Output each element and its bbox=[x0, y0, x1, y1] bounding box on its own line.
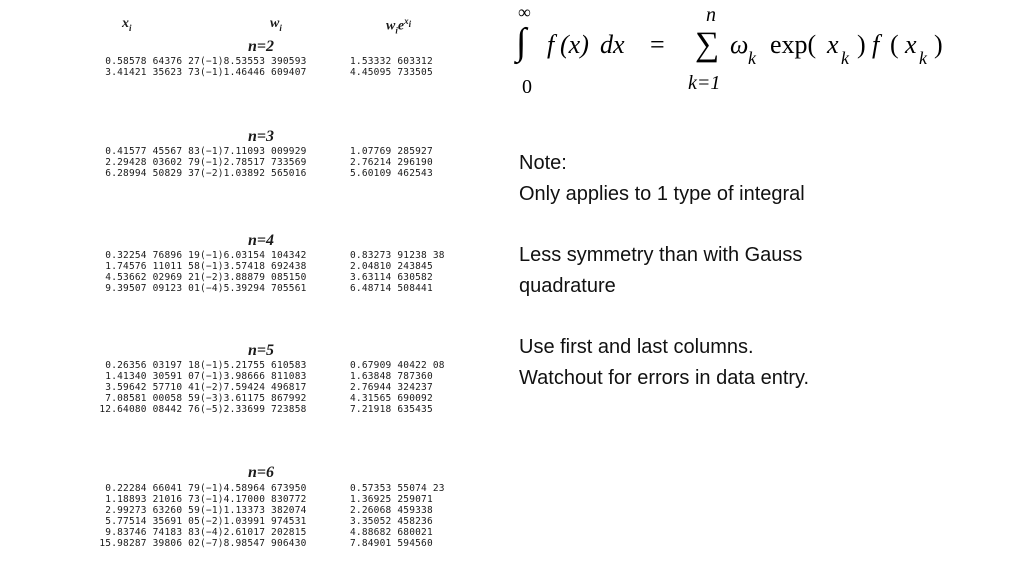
abscissa-cell: 3.59642 57710 41 bbox=[105, 382, 200, 393]
abscissa-cell: 0.26356 03197 18 bbox=[105, 360, 200, 371]
weight-exp-cell: 5.60109 462543 bbox=[350, 168, 433, 179]
note-line-3: Use first and last columns. Watchout for errors in data entry. bbox=[519, 336, 810, 389]
weight-cell: (−1)3.57418 692438 bbox=[200, 261, 307, 272]
weight-cell: (−1)1.46446 609407 bbox=[200, 67, 307, 78]
weight-exp-cell: 4.45095 733505 bbox=[350, 67, 433, 78]
sum-lower: k=1 bbox=[688, 72, 721, 94]
weight-exp-cell: 7.21918 635435 bbox=[350, 404, 433, 415]
weight-exp-cell: 2.76944 324237 bbox=[350, 382, 433, 393]
abscissa-cell: 4.53662 02969 21 bbox=[105, 272, 200, 283]
weight-cell: (−1)4.17000 830772 bbox=[200, 494, 307, 505]
weight-cell: (−4)2.61017 202815 bbox=[200, 527, 307, 538]
weight-exp-cell: 1.63848 787360 bbox=[350, 371, 433, 382]
sum-upper: n bbox=[706, 4, 716, 26]
integral-sign: ∫ bbox=[516, 21, 527, 63]
group-label: n=2 bbox=[248, 38, 275, 55]
xk-sub: k bbox=[841, 48, 849, 68]
abscissa-cell: 3.41421 35623 73 bbox=[105, 67, 200, 78]
abscissa-cell: 6.28994 50829 37 bbox=[105, 168, 200, 179]
abscissa-cell: 0.58578 64376 27 bbox=[105, 56, 200, 67]
group-label: n=6 bbox=[248, 464, 275, 481]
abscissa-cell: 2.29428 03602 79 bbox=[105, 157, 200, 168]
weight-cell: (−7)8.98547 906430 bbox=[200, 538, 307, 549]
weight-cell: (−1)7.11093 009929 bbox=[200, 146, 307, 157]
abscissa-cell: 9.83746 74183 83 bbox=[105, 527, 200, 538]
abscissa-cell: 1.41340 30591 07 bbox=[105, 371, 200, 382]
abscissa-cell: 0.32254 76896 19 bbox=[105, 250, 200, 261]
integral-formula bbox=[510, 2, 1010, 102]
omega: ω bbox=[730, 30, 749, 59]
weight-exp-cell: 2.76214 296190 bbox=[350, 157, 433, 168]
weight-cell: (−1)2.78517 733569 bbox=[200, 157, 307, 168]
abscissa-cell: 15.98287 39806 02 bbox=[99, 538, 200, 549]
abscissa-cell: 7.08581 00058 59 bbox=[105, 393, 200, 404]
abscissa-cell: 9.39507 09123 01 bbox=[105, 283, 200, 294]
note-title: Note: bbox=[519, 152, 567, 174]
weight-cell: (−1)6.03154 104342 bbox=[200, 250, 307, 261]
f2-symbol: f bbox=[872, 30, 880, 59]
weight-cell: (−1)4.58964 673950 bbox=[200, 483, 307, 494]
weight-cell: (−5)2.33699 723858 bbox=[200, 404, 307, 415]
group-label: n=4 bbox=[248, 232, 275, 249]
weight-cell: (−2)7.59424 496817 bbox=[200, 382, 307, 393]
weight-exp-cell: 3.63114 630582 bbox=[350, 272, 433, 283]
gauss-laguerre-table bbox=[60, 0, 480, 576]
note-line-1: Only applies to 1 type of integral bbox=[519, 182, 805, 205]
exp-open: exp( bbox=[770, 30, 817, 59]
weight-exp-cell: 7.84901 594560 bbox=[350, 538, 433, 549]
weight-cell: (−1)1.13373 382074 bbox=[200, 505, 307, 516]
abscissa-cell: 0.41577 45567 83 bbox=[105, 146, 200, 157]
header-wi: $w_i$ bbox=[270, 16, 282, 33]
weight-cell: (−1)5.21755 610583 bbox=[200, 360, 307, 371]
x2: x bbox=[905, 30, 917, 59]
weight-exp-cell: 4.88682 680021 bbox=[350, 527, 433, 538]
open2: ( bbox=[890, 30, 899, 59]
abscissa-cell: 1.18893 21016 73 bbox=[105, 494, 200, 505]
header-xi: $x_i$ bbox=[122, 16, 132, 33]
close2: ) bbox=[934, 30, 943, 59]
notes-panel bbox=[519, 148, 939, 424]
weight-exp-cell: 1.36925 259071 bbox=[350, 494, 433, 505]
weight-exp-cell: 3.35052 458236 bbox=[350, 516, 433, 527]
weight-cell: (−4)5.39294 705561 bbox=[200, 283, 307, 294]
weight-cell: (−2)1.03892 565016 bbox=[200, 168, 307, 179]
dx: dx bbox=[600, 30, 625, 59]
group-label: n=3 bbox=[248, 128, 275, 145]
x2-sub: k bbox=[919, 48, 927, 68]
abscissa-cell: 12.64080 08442 76 bbox=[99, 404, 200, 415]
sum-sign: ∑ bbox=[695, 26, 720, 63]
omega-sub: k bbox=[748, 48, 756, 68]
equals-sign: = bbox=[650, 30, 665, 59]
weight-cell: (−2)1.03991 974531 bbox=[200, 516, 307, 527]
weight-exp-cell: 0.83273 91238 38 bbox=[350, 250, 445, 261]
note-line-2: Less symmetry than with Gauss quadrature bbox=[519, 244, 803, 297]
abscissa-cell: 5.77514 35691 05 bbox=[105, 516, 200, 527]
weight-exp-cell: 2.04810 243845 bbox=[350, 261, 433, 272]
abscissa-cell: 1.74576 11011 58 bbox=[105, 261, 200, 272]
f-symbol: f bbox=[547, 30, 555, 59]
upper-limit: ∞ bbox=[518, 2, 531, 22]
weight-exp-cell: 6.48714 508441 bbox=[350, 283, 433, 294]
abscissa-cell: 0.22284 66041 79 bbox=[105, 483, 200, 494]
weight-exp-cell: 0.57353 55074 23 bbox=[350, 483, 445, 494]
abscissa-cell: 2.99273 63260 59 bbox=[105, 505, 200, 516]
weight-cell: (−1)8.53553 390593 bbox=[200, 56, 307, 67]
group-label: n=5 bbox=[248, 342, 275, 359]
weight-exp-cell: 4.31565 690092 bbox=[350, 393, 433, 404]
lower-limit: 0 bbox=[522, 76, 532, 98]
exp-close: ) bbox=[857, 30, 866, 59]
weight-cell: (−1)3.98666 811083 bbox=[200, 371, 307, 382]
weight-cell: (−2)3.88879 085150 bbox=[200, 272, 307, 283]
weight-exp-cell: 1.07769 285927 bbox=[350, 146, 433, 157]
weight-cell: (−3)3.61175 867992 bbox=[200, 393, 307, 404]
note-title-block bbox=[519, 148, 939, 209]
weight-exp-cell: 1.53332 603312 bbox=[350, 56, 433, 67]
weight-exp-cell: 2.26068 459338 bbox=[350, 505, 433, 516]
x-paren: (x) bbox=[560, 30, 589, 59]
xk: x bbox=[827, 30, 839, 59]
weight-exp-cell: 0.67909 40422 08 bbox=[350, 360, 445, 371]
header-wi-exi: $w_ie^{x_i}$ bbox=[386, 16, 412, 36]
